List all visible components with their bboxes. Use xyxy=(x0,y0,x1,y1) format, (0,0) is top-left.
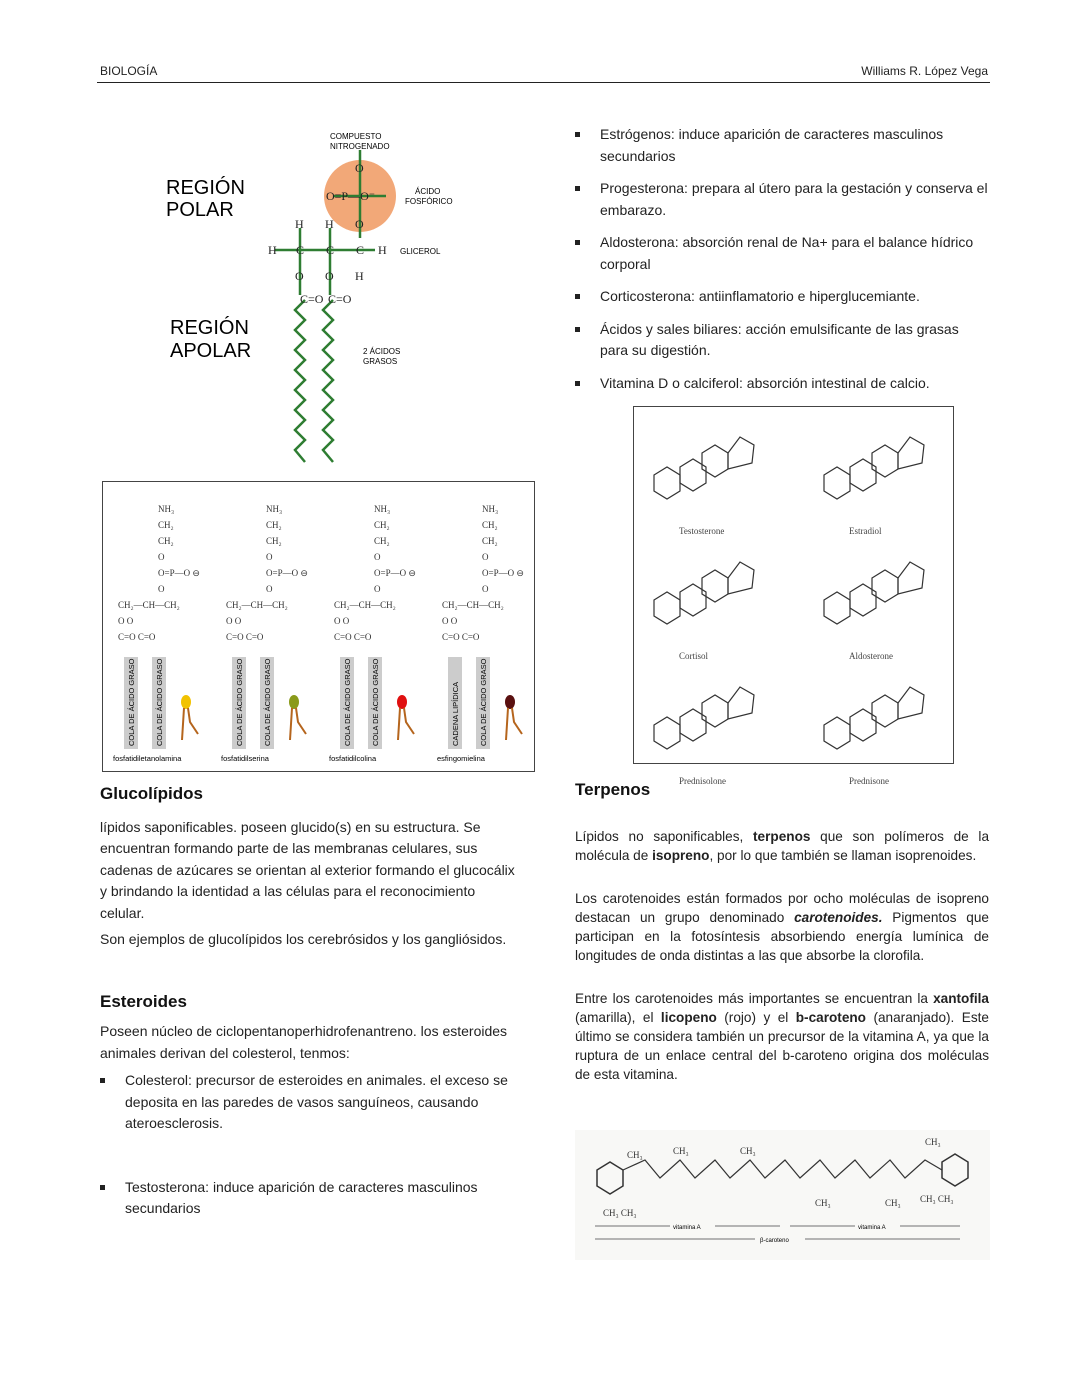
tail-label: COLA DE ÁCIDO GRASO xyxy=(235,658,244,746)
tail-label: COLA DE ÁCIDO GRASO xyxy=(479,658,488,746)
label-nitrogen-2: NITROGENADO xyxy=(330,142,390,151)
steroid-name: Prednisolone xyxy=(679,776,726,786)
phospholipid-esfingomielina xyxy=(437,504,524,763)
steroid-testosterone xyxy=(654,437,754,536)
svg-text:CH₃ CH₃: CH₃ CH₃ xyxy=(603,1208,637,1218)
svg-text:O: O xyxy=(355,161,364,175)
steroid-name: Testosterone xyxy=(679,526,725,536)
svg-text:O=P—O⁻: O=P—O⁻ xyxy=(326,189,376,203)
svg-text:H: H xyxy=(378,243,387,257)
svg-text:O: O xyxy=(158,584,165,594)
list-item: Estrógenos: induce aparición de caracteres masculinos secundarios xyxy=(575,124,990,167)
svg-text:O: O xyxy=(355,217,364,231)
svg-text:C: C xyxy=(326,243,335,257)
label-vitamin-a: vitamina A xyxy=(673,1225,701,1231)
svg-text:O O: O O xyxy=(442,616,458,626)
steroid-name: Cortisol xyxy=(679,651,709,661)
svg-text:CH₂—CH—CH₂: CH₂—CH—CH₂ xyxy=(334,600,396,610)
list-item: Testosterona: induce aparición de caracteres masculinos secundarios xyxy=(100,1177,515,1220)
beta-carotene-figure xyxy=(575,1130,990,1260)
glucolipidos-examples: Son ejemplos de glucolípidos los cerebrósidos y los gangliósidos. xyxy=(100,931,507,947)
svg-text:CH₃: CH₃ xyxy=(815,1198,831,1208)
svg-text:CH₂: CH₂ xyxy=(374,536,390,546)
tail-label: CADENA LIPÍDICA xyxy=(451,681,460,746)
label-glycerol: GLICEROL xyxy=(400,247,441,256)
membrane-lipids-figure xyxy=(102,481,535,772)
svg-text:CH₃: CH₃ xyxy=(740,1146,756,1156)
list-item: Corticosterona: antiinflamatorio e hiperglucemiante. xyxy=(575,286,990,308)
terpenos-paragraph-2: Los carotenoides están formados por ocho moléculas de isopreno destacan un grupo denominado carotenoides. Pigmentos que participan en la fotosíntesis absorbiendo energía lumínica de longitudes de onda distintas a las que absorbe la clorofila. xyxy=(575,891,989,963)
tail-label: COLA DE ÁCIDO GRASO xyxy=(343,658,352,746)
svg-text:C=O C=O: C=O C=O xyxy=(118,632,156,642)
svg-text:C: C xyxy=(356,243,365,257)
svg-text:O: O xyxy=(266,584,273,594)
steroid-estradiol xyxy=(824,437,924,536)
svg-text:O O: O O xyxy=(334,616,350,626)
svg-text:NH₃: NH₃ xyxy=(374,504,391,514)
svg-text:H: H xyxy=(268,243,277,257)
label-phosphoric-2: FOSFÓRICO xyxy=(405,197,453,206)
list-item: Colesterol: precursor de esteroides en animales. el exceso se deposita en las paredes de vasos sanguíneos, causando ateroesclerosis. xyxy=(100,1070,515,1135)
label-fatty-2: GRASOS xyxy=(363,357,398,366)
svg-text:NH₃: NH₃ xyxy=(482,504,499,514)
steroids-figure xyxy=(633,406,954,786)
label-fatty: 2 ÁCIDOS xyxy=(363,347,401,356)
svg-text:O O: O O xyxy=(118,616,134,626)
svg-text:O: O xyxy=(482,552,489,562)
svg-text:O: O xyxy=(374,552,381,562)
header-author: Williams R. López Vega xyxy=(861,64,988,78)
svg-text:CH₂—CH—CH₂: CH₂—CH—CH₂ xyxy=(118,600,180,610)
steroid-cortisol xyxy=(654,562,754,661)
steroid-name: Aldosterone xyxy=(849,651,893,661)
svg-text:CH₃: CH₃ xyxy=(673,1146,689,1156)
terpenos-paragraph-3: Entre los carotenoides más importantes se encuentran la xantofila (amarilla), el licopeno (rojo) y el b-caroteno (anaranjado). Este último se considera también un precursor de la vitamina A, ya que la ruptura de un enlace central del b-caroteno origina dos moléculas de esta vitamina. xyxy=(575,991,989,1082)
phospholipid-diagram xyxy=(150,120,470,470)
svg-text:H: H xyxy=(325,217,334,231)
svg-text:CH₂: CH₂ xyxy=(266,536,282,546)
svg-text:O=P—O ⊖: O=P—O ⊖ xyxy=(158,568,200,578)
svg-text:CH₂—CH—CH₂: CH₂—CH—CH₂ xyxy=(226,600,288,610)
svg-text:CH₃: CH₃ xyxy=(925,1137,941,1147)
svg-text:CH₂: CH₂ xyxy=(482,520,498,530)
tail-label: COLA DE ÁCIDO GRASO xyxy=(155,658,164,746)
phospholipid-name: fosfatidilserina xyxy=(221,754,269,763)
svg-text:C=O C=O: C=O C=O xyxy=(226,632,264,642)
header-rule xyxy=(97,82,990,83)
svg-text:CH₂—CH—CH₂: CH₂—CH—CH₂ xyxy=(442,600,504,610)
svg-text:O O: O O xyxy=(226,616,242,626)
svg-text:C=O: C=O xyxy=(328,292,352,306)
tail-label: COLA DE ÁCIDO GRASO xyxy=(371,658,380,746)
svg-text:CH₃ CH₃: CH₃ CH₃ xyxy=(920,1194,954,1204)
header-subject: BIOLOGÍA xyxy=(100,64,158,78)
svg-text:C: C xyxy=(296,243,305,257)
label-region-polar-2: POLAR xyxy=(166,199,234,221)
svg-text:H: H xyxy=(355,269,364,283)
list-item: Aldosterona: absorción renal de Na+ para el balance hídrico corporal xyxy=(575,232,990,275)
svg-text:CH₂: CH₂ xyxy=(374,520,390,530)
svg-text:CH₃: CH₃ xyxy=(885,1198,901,1208)
label-region-apolar-2: APOLAR xyxy=(170,340,252,362)
esteroides-intro: Poseen núcleo de ciclopentanoperhidrofenantreno. los esteroides animales derivan del colesterol, tenmos: xyxy=(100,1023,508,1061)
section-title-glucolipidos: Glucolípidos xyxy=(100,784,203,803)
tail-label: COLA DE ÁCIDO GRASO xyxy=(127,658,136,746)
phospholipid-fosfatidilcolina xyxy=(329,504,416,763)
phospholipid-name: esfingomielina xyxy=(437,754,485,763)
svg-text:C=O C=O: C=O C=O xyxy=(442,632,480,642)
svg-text:O=P—O ⊖: O=P—O ⊖ xyxy=(482,568,524,578)
steroid-aldosterone xyxy=(824,562,924,661)
phospholipid-name: fosfatidiletanolamina xyxy=(113,754,182,763)
label-beta-carotene: β-caroteno xyxy=(760,1238,789,1244)
list-item: Progesterona: prepara al útero para la gestación y conserva el embarazo. xyxy=(575,178,990,221)
svg-text:C=O: C=O xyxy=(300,292,324,306)
tail-label: COLA DE ÁCIDO GRASO xyxy=(263,658,272,746)
svg-text:NH₃: NH₃ xyxy=(158,504,175,514)
phospholipid-fosfatidilserina xyxy=(221,504,308,763)
label-region-apolar: REGIÓN xyxy=(170,317,249,339)
list-item: Vitamina D o calciferol: absorción intestinal de calcio. xyxy=(575,373,990,395)
svg-text:O: O xyxy=(158,552,165,562)
phospholipid-name: fosfatidilcolina xyxy=(329,754,377,763)
label-vitamin-a-2: vitamina A xyxy=(858,1225,886,1231)
svg-text:O: O xyxy=(325,269,334,283)
steroid-prednisone xyxy=(824,687,924,786)
svg-text:H: H xyxy=(295,217,304,231)
svg-text:CH₂: CH₂ xyxy=(266,520,282,530)
svg-text:CH₂: CH₂ xyxy=(482,536,498,546)
svg-text:CH₂: CH₂ xyxy=(158,520,174,530)
svg-text:O: O xyxy=(374,584,381,594)
steroid-name: Prednisone xyxy=(849,776,889,786)
steroid-prednisolone xyxy=(654,687,754,786)
glucolipidos-paragraph: lípidos saponificables. poseen glucido(s) en su estructura. Se encuentran formando parte de las membranas celulares, sus cadenas de azúcares se orientan al exterior formando el glucocálix y brindando la identidad a las células para el reconocimiento celular. xyxy=(100,818,515,921)
terpenos-paragraph-1: Lípidos no saponificables, terpenos que son polímeros de la molécula de isopreno, por lo que también se llaman isoprenoides. xyxy=(575,829,989,863)
phospholipid-fosfatidiletanolamina xyxy=(113,504,200,763)
section-title-esteroides: Esteroides xyxy=(100,991,187,1011)
svg-text:O: O xyxy=(266,552,273,562)
svg-text:O=P—O ⊖: O=P—O ⊖ xyxy=(266,568,308,578)
svg-text:O=P—O ⊖: O=P—O ⊖ xyxy=(374,568,416,578)
label-region-polar: REGIÓN xyxy=(166,177,245,199)
svg-text:C=O C=O: C=O C=O xyxy=(334,632,372,642)
svg-text:NH₃: NH₃ xyxy=(266,504,283,514)
svg-text:CH₂: CH₂ xyxy=(158,536,174,546)
label-phosphoric: ÁCIDO xyxy=(415,187,441,196)
svg-text:CH₃: CH₃ xyxy=(627,1150,643,1160)
svg-text:O: O xyxy=(482,584,489,594)
steroid-name: Estradiol xyxy=(849,526,882,536)
label-nitrogen: COMPUESTO xyxy=(330,132,382,141)
svg-text:O: O xyxy=(295,269,304,283)
list-item: Ácidos y sales biliares: acción emulsificante de las grasas para su digestión. xyxy=(575,319,990,362)
section-title-terpenos: Terpenos xyxy=(575,780,651,799)
